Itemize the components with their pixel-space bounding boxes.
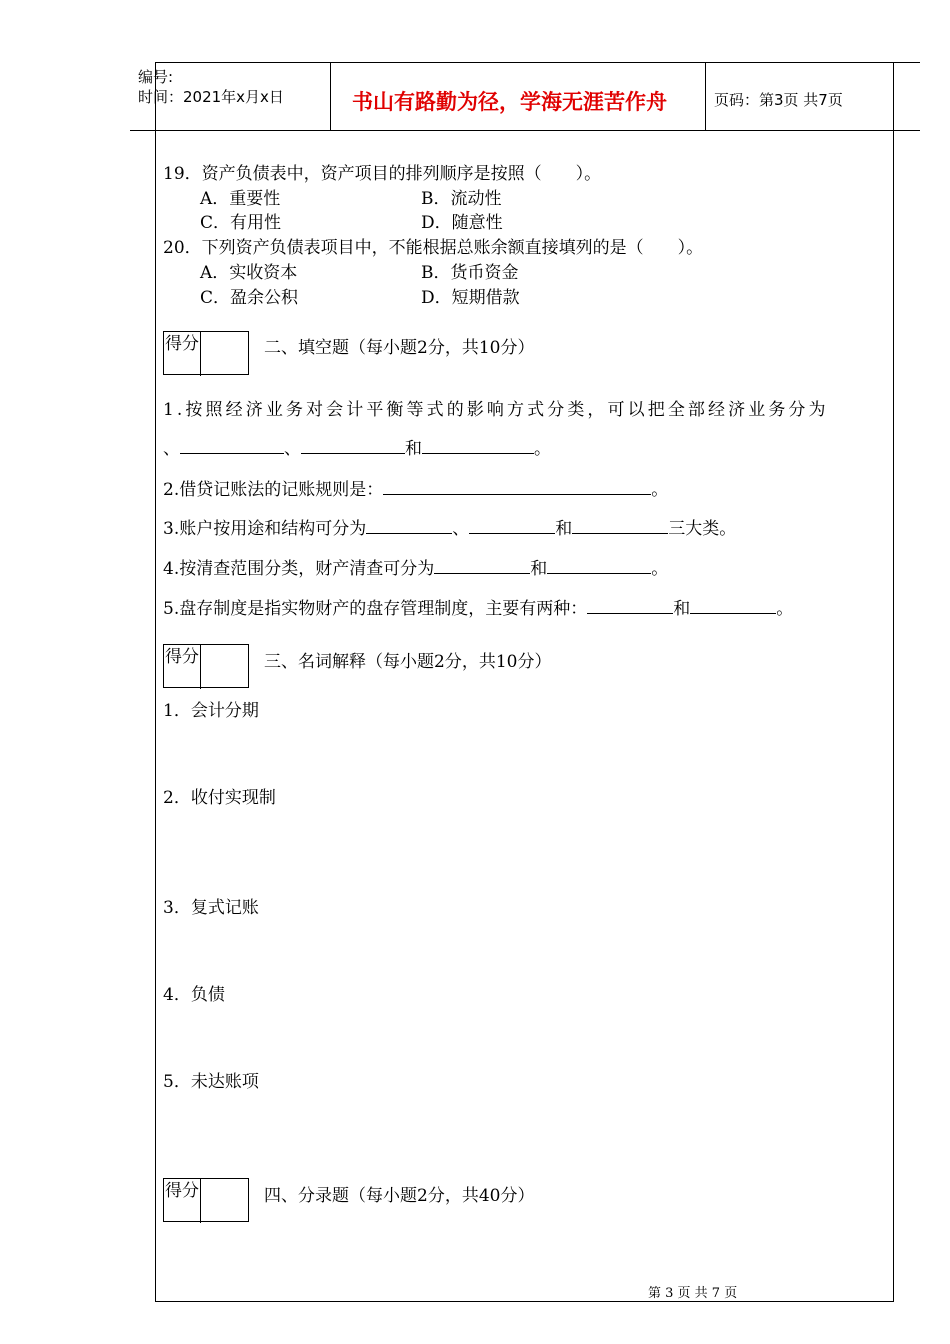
q20-option-c: C．盈余公积 (200, 288, 299, 308)
fill-q4-blank2[interactable] (547, 556, 651, 574)
term-item-3: 3．复式记账 (163, 898, 259, 918)
q19-option-d: D．随意性 (421, 213, 503, 233)
section4-title: 四、分录题（每小题2分，共40分） (264, 1186, 535, 1206)
q19-stem: 19．资产负债表中，资产项目的排列顺序是按照（ ）。 (163, 164, 602, 184)
fill-q5-and: 和 (673, 599, 691, 619)
fill-q3-and: 和 (555, 519, 573, 539)
fill-q3-blank3[interactable] (572, 516, 668, 534)
header-right-border (893, 62, 894, 130)
fill-q1-sep1: 、 (163, 439, 180, 459)
fill-q1-blank1[interactable] (180, 436, 284, 454)
fill-q4-end: 。 (651, 559, 669, 579)
fill-q5-end: 。 (776, 599, 794, 619)
fill-q1-end: 。 (534, 439, 551, 459)
score-label: 得分 (164, 1179, 201, 1223)
score-box-section3 (163, 644, 249, 688)
fill-q3-blank1[interactable] (366, 516, 452, 534)
motto-banner: 书山有路勤为径，学海无涯苦作舟 (352, 90, 667, 114)
section3-title: 三、名词解释（每小题2分，共10分） (264, 652, 552, 672)
score-box-section4 (163, 1178, 249, 1222)
q19-option-a: A．重要性 (200, 189, 281, 209)
term-item-1: 1．会计分期 (163, 701, 259, 721)
page-footer: 第 3 页 共 7 页 (648, 1286, 738, 1301)
q20-option-d: D．短期借款 (421, 288, 520, 308)
header-divider-2 (705, 62, 706, 130)
page-frame-right (893, 130, 894, 1302)
q19-option-b: B．流动性 (421, 189, 502, 209)
fill-q1-line1: 1.按照经济业务对会计平衡等式的影响方式分类，可以把全部经济业务分为 (163, 400, 829, 420)
fill-q3 (163, 514, 736, 539)
fill-q2-blank[interactable] (383, 477, 651, 495)
term-item-4: 4．负债 (163, 985, 225, 1005)
score-box-section2 (163, 331, 249, 375)
score-label: 得分 (164, 332, 201, 376)
fill-q4-and: 和 (530, 559, 548, 579)
fill-q3-text: 3.账户按用途和结构可分为 (163, 519, 367, 539)
fill-q3-blank2[interactable] (469, 516, 555, 534)
page-frame-left (155, 62, 156, 1302)
term-item-5: 5．未达账项 (163, 1072, 259, 1092)
fill-q4 (163, 554, 668, 579)
header-bottom-rule (130, 130, 920, 131)
section2-title: 二、填空题（每小题2分，共10分） (264, 338, 535, 358)
fill-q5-blank2[interactable] (690, 596, 776, 614)
fill-q5 (163, 594, 793, 619)
page-frame-bottom (155, 1301, 894, 1302)
q19-option-c: C．有用性 (200, 213, 282, 233)
fill-q3-end: 三大类。 (668, 519, 737, 539)
serial-label: 编号: (138, 68, 174, 86)
fill-q5-blank1[interactable] (587, 596, 673, 614)
page-code: 页码：第3页 共7页 (714, 91, 843, 109)
header-top-rule (155, 62, 920, 63)
q20-option-b: B．货币资金 (421, 263, 519, 283)
fill-q1-line2 (163, 434, 551, 459)
fill-q5-text: 5.盘存制度是指实物财产的盘存管理制度，主要有两种： (163, 599, 588, 619)
fill-q1-blank3[interactable] (422, 436, 534, 454)
fill-q4-text: 4.按清查范围分类，财产清查可分为 (163, 559, 435, 579)
fill-q3-sep: 、 (452, 519, 470, 539)
header-divider-1 (330, 62, 331, 130)
score-label: 得分 (164, 645, 201, 689)
q20-stem: 20．下列资产负债表项目中，不能根据总账余额直接填列的是（ ）。 (163, 238, 704, 258)
fill-q2-end: 。 (651, 480, 669, 500)
fill-q2-text: 2.借贷记账法的记账规则是： (163, 480, 384, 500)
fill-q4-blank1[interactable] (434, 556, 530, 574)
fill-q1-blank2[interactable] (301, 436, 405, 454)
fill-q1-and: 和 (405, 439, 422, 459)
term-item-2: 2．收付实现制 (163, 788, 276, 808)
fill-q2 (163, 475, 668, 500)
q20-option-a: A．实收资本 (200, 263, 298, 283)
fill-q1-sep2: 、 (284, 439, 301, 459)
time-label: 时间：2021年x月x日 (138, 88, 284, 106)
